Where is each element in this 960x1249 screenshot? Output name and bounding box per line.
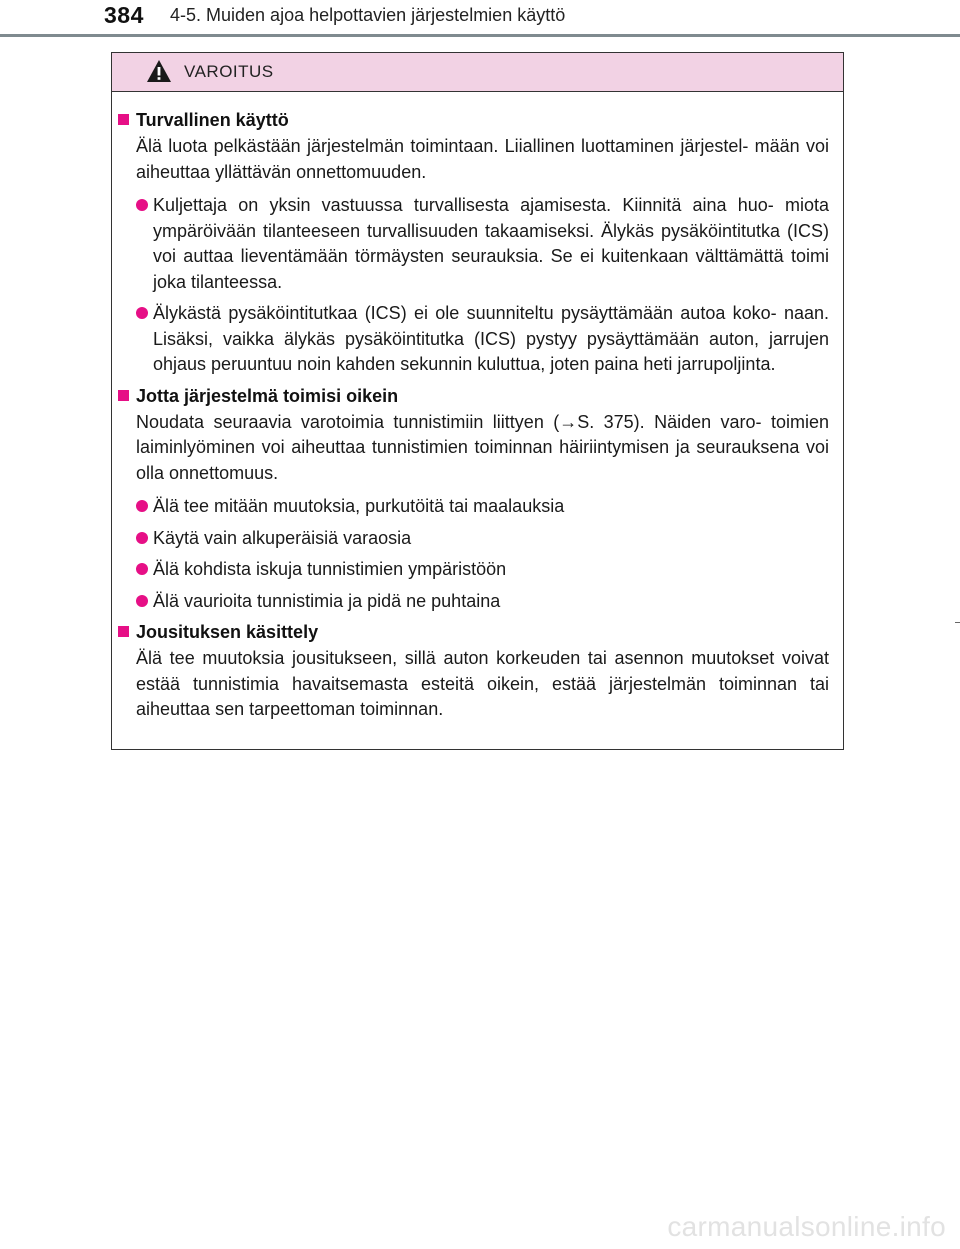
section-heading-text: Turvallinen käyttö (136, 110, 289, 130)
round-bullet-icon (136, 307, 148, 319)
bullet-text: Älä kohdista iskuja tunnistimien ympäristöön (153, 559, 507, 579)
section-heading-text: Jotta järjestelmä toimisi oikein (136, 385, 399, 406)
section-heading (118, 108, 829, 132)
section-heading (118, 620, 829, 644)
round-bullet-icon (136, 532, 148, 544)
square-bullet-icon (118, 390, 129, 401)
square-bullet-icon (118, 114, 129, 125)
section-heading-text: Jousituksen käsittely (136, 622, 319, 642)
round-bullet-icon (136, 595, 148, 607)
side-tick (955, 622, 960, 623)
round-bullet-icon (136, 199, 148, 211)
section-heading (118, 384, 829, 408)
bullet-item (136, 589, 829, 615)
warning-triangle-icon (146, 59, 172, 83)
section-text: Noudata seuraavia varotoimia tunnistimiin liittyen (→S. 375). Näiden varo- toimien laiminlyöminen voi aiheuttaa tunnistimien toiminnan häiriintymisen ja seurauksena voi olla onnettomuus. (136, 411, 829, 483)
bullet-text: Älä tee mitään muutoksia, purkutöitä tai maalauksia (153, 496, 565, 516)
round-bullet-icon (136, 500, 148, 512)
bullet-item (136, 193, 829, 295)
bullet-item (136, 526, 829, 552)
warning-body (112, 92, 843, 723)
page-number: 384 (104, 2, 144, 28)
watermark: carmanualsonline.info (667, 1211, 946, 1242)
section-text: Älä luota pelkästään järjestelmän toimintaan. Liiallinen luottaminen järjestel- mään voi aiheuttaa yllättävän onnettomuuden. (136, 136, 829, 182)
section-text: Älä tee muutoksia jousitukseen, sillä auton korkeuden tai asennon muutokset voivat estää tunnistimia havaitsemasta esteitä oikein, estää järjestelmän toiminnan tai aiheuttaa sen tarpeettoman toiminnan. (136, 648, 829, 719)
section-title: 4-5. Muiden ajoa helpottavien järjestelmien käyttö (170, 5, 566, 25)
bullet-item (136, 301, 829, 378)
bullet-text: Kuljettaja on yksin vastuussa turvallisesta ajamisesta. Kiinnitä aina huo- miota ympäröivään tilanteeseen turvallisuuden takaamiseksi. Älykäs pysäköintitutka (ICS) voi auttaa lieventämään törmäysten seurauksia. Se ei kuitenkaan välttämättä toimi joka tilanteessa. (153, 195, 829, 292)
round-bullet-icon (136, 563, 148, 575)
bullet-text: Älykästä pysäköintitutkaa (ICS) ei ole suunniteltu pysäyttämään autoa koko- naan. Lisäksi, vaikka älykäs pysäköintitutka (ICS) pystyy pysäyttämään auton, jarrujen ohjaus peruuntuu noin kahden sekunnin kuluttua, joten paina heti jarrupoljinta. (153, 303, 829, 374)
bullet-item (136, 494, 829, 520)
bullet-text: Älä vaurioita tunnistimia ja pidä ne puhtaina (153, 590, 501, 611)
bullet-item (136, 557, 829, 583)
square-bullet-icon (118, 626, 129, 637)
warning-header (112, 53, 843, 92)
warning-title: VAROITUS (184, 62, 274, 81)
header-rule (0, 34, 960, 37)
warning-box (111, 52, 844, 750)
bullet-text: Käytä vain alkuperäisiä varaosia (153, 527, 412, 548)
